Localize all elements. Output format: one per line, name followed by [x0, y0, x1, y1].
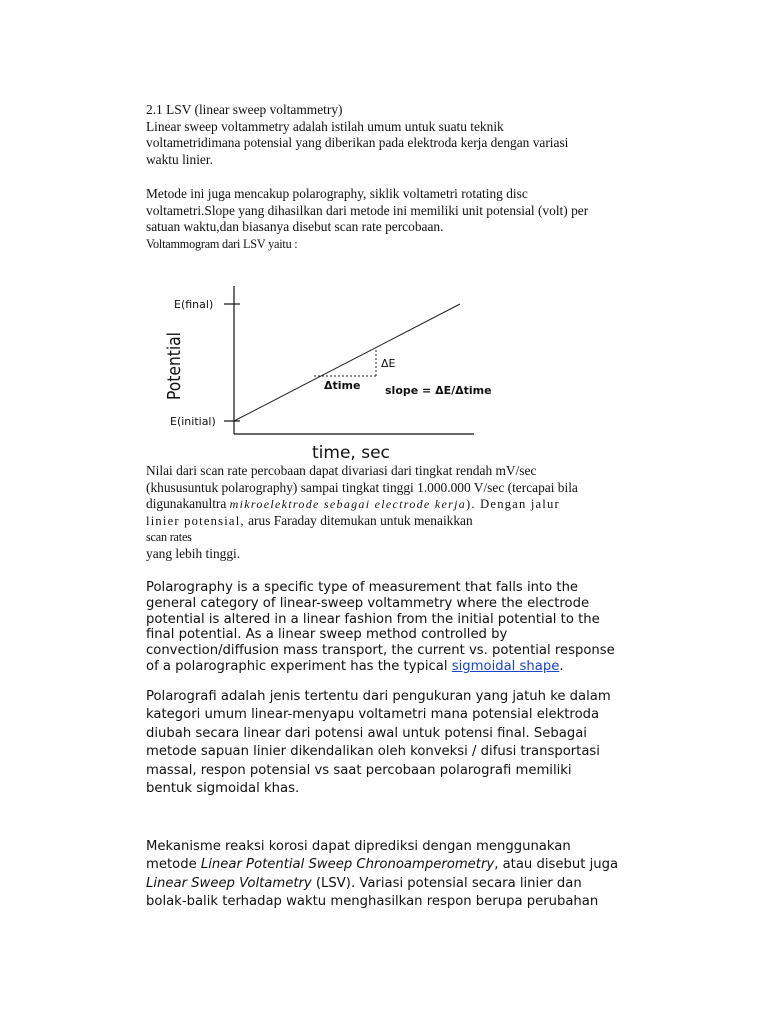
section-heading: 2.1 LSV (linear sweep voltammetry): [146, 102, 343, 117]
p3-line-3b: mikroelektrode sebagai electrode kerja: [229, 497, 467, 511]
p2-line-4: Voltammogram dari LSV yaitu :: [146, 236, 298, 251]
sigmoidal-shape-link[interactable]: sigmoidal shape: [451, 658, 560, 674]
p3-line-1: Nilai dari scan rate percobaan dapat divariasi dari tingkat rendah mV/sec: [146, 463, 537, 478]
p1-line-2: voltametridimana potensial yang diberikan pada elektroda kerja dengan variasi: [146, 135, 569, 150]
p1-line-3: waktu linier.: [146, 151, 213, 167]
p5-line-1: Polarografi adalah jenis tertentu dari pengukuran yang jatuh ke dalam: [146, 689, 611, 704]
p4-line-5: convection/diffusion mass transport, the current vs. potential response: [146, 643, 615, 659]
section-heading-block: [146, 102, 646, 168]
p3-line-4b: arus Faraday ditemukan untuk menaikkan: [244, 512, 473, 528]
tick-label-e-final: E(final): [174, 298, 214, 311]
p5-line-2: kategori umum linear-menyapu voltametri mana potensial elektroda: [146, 707, 600, 723]
p5-line-6: bentuk sigmoidal khas.: [146, 781, 300, 797]
p2-line-3: satuan waktu,dan biasanya disebut scan rate percobaan.: [146, 219, 444, 234]
p4-line-1: Polarography is a specific type of measurement that falls into the: [146, 580, 579, 595]
p3-line-6: yang lebih tinggi.: [146, 545, 241, 561]
p4-line-4: final potential. As a linear sweep method controlled by: [146, 627, 508, 643]
delta-time-label: Δtime: [324, 379, 361, 392]
p5-line-5: massal, respon potensial vs saat percobaan polarografi memiliki: [146, 762, 572, 778]
p3-line-4a: linier potensial,: [146, 513, 245, 528]
sweep-line: [234, 304, 460, 421]
slope-label: slope = ΔE/Δtime: [385, 384, 492, 397]
p3-line-2: (khususuntuk polarography) sampai tingkat tinggi 1.000.000 V/sec (tercapai bila: [146, 479, 578, 495]
tick-label-e-initial: E(initial): [170, 415, 216, 428]
p3-line-3a: digunakanultra: [146, 496, 230, 511]
p1-line-1: Linear sweep voltammetry adalah istilah umum untuk suatu teknik: [146, 118, 504, 134]
p6-line-2a: metode: [146, 857, 201, 873]
p3-line-5: scan rates: [146, 530, 192, 544]
p2-line-2: voltametri.Slope yang dihasilkan dari metode ini memiliki unit potensial (volt) per: [146, 202, 589, 218]
paragraph-4: [146, 580, 646, 675]
y-axis-label: Potential: [164, 321, 185, 400]
p6-line-2: [146, 856, 646, 874]
p6-line-4: bolak-balik terhadap waktu menghasilkan respon berupa perubahan: [146, 894, 599, 910]
paragraph-3: [146, 463, 646, 562]
x-axis-label: time, sec: [312, 443, 390, 462]
p4-line-2: general category of linear-sweep voltammetry where the electrode: [146, 595, 590, 611]
p6-line-1: Mekanisme reaksi korosi dapat diprediksi dengan menggunakan: [146, 839, 571, 854]
delta-e-label: ΔE: [381, 357, 396, 370]
p4-line-3: potential is altered in a linear fashion from the initial potential to the: [146, 611, 600, 627]
p5-line-4: metode sapuan linier dikendalikan oleh konveksi / difusi transportasi: [146, 744, 600, 760]
p5-line-3: diubah secara linear dari potensi awal untuk potensi final. Sebagai: [146, 725, 587, 741]
p6-line-2c: , atau disebut juga: [494, 857, 619, 873]
paragraph-2: [146, 186, 646, 252]
paragraph-6: [146, 838, 646, 912]
p3-line-3: [146, 496, 646, 513]
voltammogram-chart: [152, 282, 500, 462]
p4-line-6: [146, 659, 646, 675]
p6-line-2b: Linear Potential Sweep Chronoamperometry: [200, 857, 495, 873]
paragraph-5: [146, 688, 646, 798]
p6-line-3b: (LSV). Variasi potensial secara linier dan: [311, 875, 582, 891]
p3-line-4: [146, 513, 646, 530]
p4-line-6-prefix: of a polarographic experiment has the typical: [146, 658, 452, 674]
p4-line-6-suffix: .: [559, 658, 564, 674]
p6-line-3a: Linear Sweep Voltametry: [146, 875, 312, 891]
p3-line-3c: ). Dengan jalur: [466, 497, 560, 511]
p6-line-3: [146, 875, 646, 893]
p2-line-1: Metode ini juga mencakup polarography, siklik voltametri rotating disc: [146, 186, 528, 201]
